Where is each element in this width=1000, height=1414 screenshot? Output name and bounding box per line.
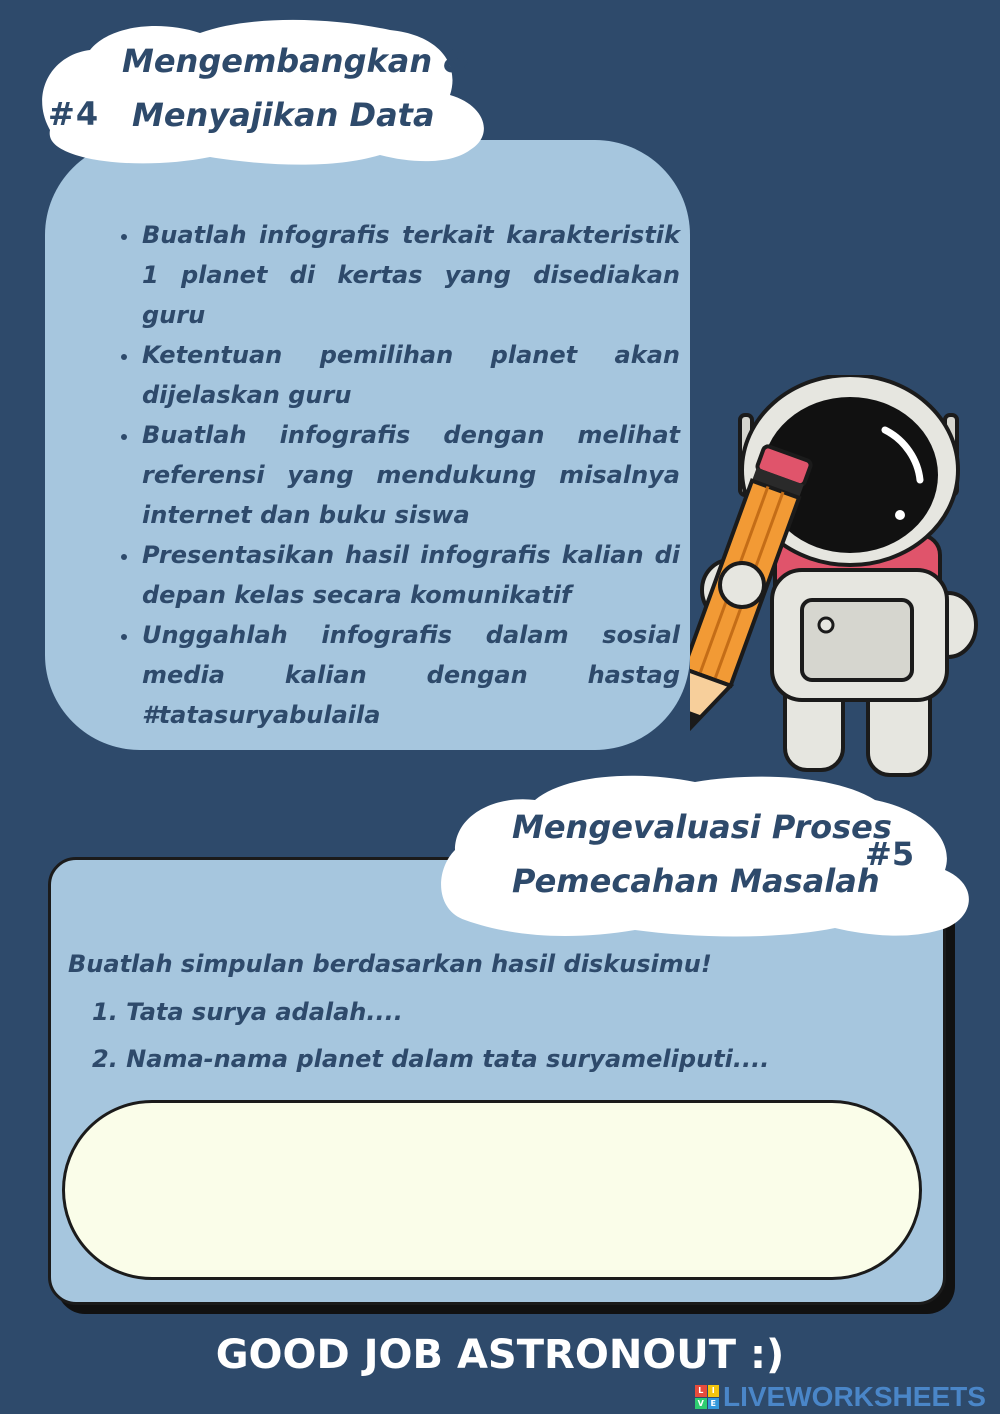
answer-input[interactable] [62,1100,922,1280]
liveworksheets-watermark [695,1383,986,1411]
list-item: • Buatlah infografis dengan melihat referensi yang mendukung misalnya internet dan buku siswa [140,415,680,535]
logo-letter: L [695,1385,707,1397]
list-item: • Unggahlah infografis dalam sosial media kalian dengan hastag #tatasuryabulaila [140,615,680,735]
liveworksheets-logo-icon [695,1385,719,1409]
step4-title-line2: Menyajikan Data [132,96,435,134]
list-item: • Ketentuan pemilihan planet akan dijelaskan guru [140,335,680,415]
question-1: 1. Tata surya adalah.... [92,998,403,1026]
logo-letter: I [708,1385,720,1397]
list-item: • Presentasikan hasil infografis kalian di depan kelas secara komunikatif [140,535,680,615]
step4-number: #4 [48,95,100,133]
step4-task-list [100,215,680,735]
logo-letter: E [708,1398,720,1410]
step5-title-line1: Mengevaluasi Proses [512,808,892,846]
step5-number: #5 [865,835,915,873]
step4-title-cloud [30,15,500,170]
liveworksheets-text: LIVEWORKSHEETS [723,1381,986,1412]
step4-title-line1: Mengembangkan & [122,42,472,80]
step5-instruction: Buatlah simpulan berdasarkan hasil diskusimu! [68,950,712,978]
astronaut-pencil-illustration [690,375,980,785]
step5-title-line2: Pemecahan Masalah [512,862,880,900]
footer-message: GOOD JOB ASTRONOUT :) [215,1332,785,1378]
logo-letter: V [695,1398,707,1410]
question-2: 2. Nama-nama planet dalam tata suryameliputi.... [92,1045,770,1073]
list-item: • Buatlah infografis terkait karakteristik 1 planet di kertas yang disediakan guru [140,215,680,335]
